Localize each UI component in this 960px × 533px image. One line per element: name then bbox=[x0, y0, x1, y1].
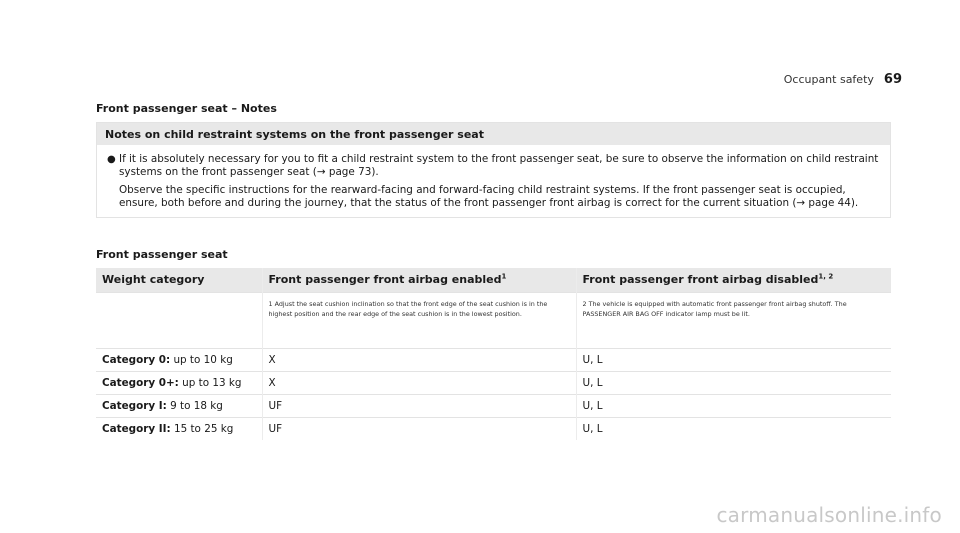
category-label: Category 0: bbox=[102, 353, 171, 366]
header-weight-category bbox=[96, 268, 262, 292]
category-label: Category II: bbox=[102, 422, 171, 435]
weight-cell bbox=[96, 394, 262, 417]
table-header-row bbox=[96, 268, 891, 292]
category-range: 9 to 18 kg bbox=[170, 399, 223, 412]
notes-box-body bbox=[97, 145, 890, 217]
header-weight-label: Weight category bbox=[102, 273, 205, 287]
weight-category-table bbox=[96, 268, 891, 440]
page-number: 69 bbox=[883, 72, 902, 87]
category-range: 15 to 25 kg bbox=[173, 422, 234, 435]
header-disabled-label: Front passenger front airbag disabled bbox=[582, 273, 819, 287]
disabled-cell: U, L bbox=[576, 348, 891, 371]
table-section-title: Front passenger seat bbox=[96, 248, 228, 261]
watermark: carmanualsonline.info bbox=[716, 503, 942, 527]
header-enabled-label: Front passenger front airbag enabled bbox=[268, 273, 502, 287]
category-label: Category 0+: bbox=[102, 376, 179, 389]
footnote-empty-cell bbox=[96, 292, 262, 348]
enabled-cell: UF bbox=[262, 394, 576, 417]
notes-box bbox=[96, 122, 891, 218]
category-label: Category I: bbox=[102, 399, 167, 412]
disabled-cell: U, L bbox=[576, 394, 891, 417]
footnote-ref-1-2: 1, 2 bbox=[818, 272, 834, 281]
weight-cell bbox=[96, 371, 262, 394]
section-name: Occupant safety bbox=[783, 73, 874, 86]
notes-section-title: Front passenger seat – Notes bbox=[96, 102, 277, 115]
table-row bbox=[96, 348, 891, 371]
category-range: up to 13 kg bbox=[182, 376, 242, 389]
category-range: up to 10 kg bbox=[173, 353, 233, 366]
enabled-cell: UF bbox=[262, 417, 576, 440]
footnote-row bbox=[96, 292, 891, 348]
footnote-2: 2 The vehicle is equipped with automatic front passenger front airbag shutoff. The PASSENGER AIR BAG OFF indicator lamp must be lit. bbox=[576, 292, 891, 348]
table-row bbox=[96, 371, 891, 394]
notes-paragraph-2: Observe the specific instructions for the rearward-facing and forward-facing child restraint systems. If the front passenger seat is occupied, ensure, both before and during the journey, that the status of the front passenger front airbag is correct for the current situation (→ page 44). bbox=[119, 184, 859, 209]
weight-cell bbox=[96, 348, 262, 371]
bullet-icon: ● bbox=[107, 154, 116, 165]
disabled-cell: U, L bbox=[576, 417, 891, 440]
header-airbag-disabled bbox=[576, 268, 891, 292]
footnote-ref-1: 1 bbox=[501, 272, 507, 281]
enabled-cell: X bbox=[262, 371, 576, 394]
enabled-cell: X bbox=[262, 348, 576, 371]
disabled-cell: U, L bbox=[576, 371, 891, 394]
table-row bbox=[96, 394, 891, 417]
notes-paragraph-1: If it is absolutely necessary for you to fit a child restraint system to the front passenger seat, be sure to observe the information on child restraint systems on the front passenger seat (→ page 73). bbox=[119, 153, 879, 178]
header-airbag-enabled bbox=[262, 268, 576, 292]
footnote-1: 1 Adjust the seat cushion inclination so that the front edge of the seat cushion is in the highest position and the rear edge of the seat cushion is in the lowest position. bbox=[262, 292, 576, 348]
notes-box-title: Notes on child restraint systems on the front passenger seat bbox=[97, 123, 890, 145]
table-row bbox=[96, 417, 891, 440]
weight-cell bbox=[96, 417, 262, 440]
running-header bbox=[784, 72, 902, 87]
